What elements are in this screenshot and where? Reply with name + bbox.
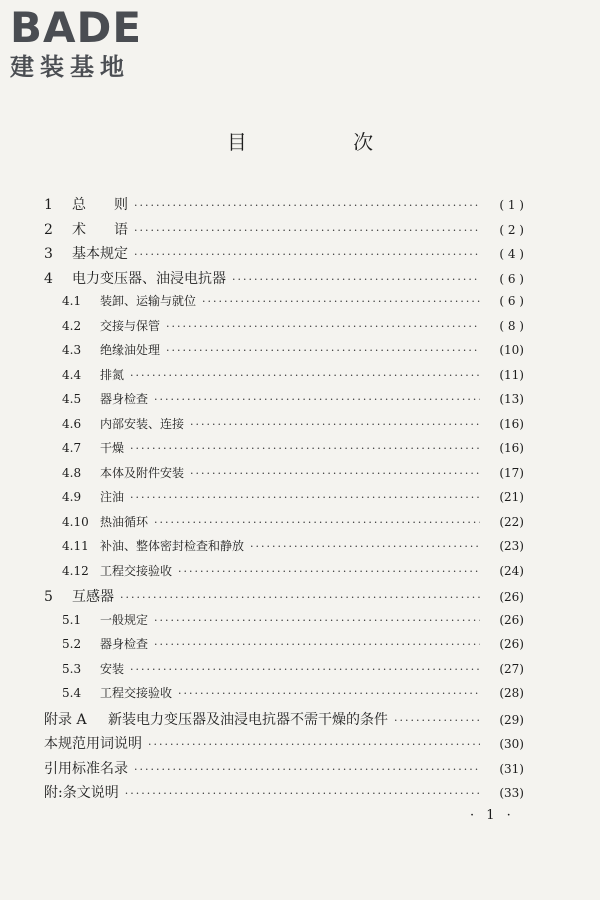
toc-entry-page: (31): [499, 761, 524, 776]
toc-leader-dots: [134, 248, 480, 261]
toc-entry-number: 3: [44, 246, 53, 262]
toc-entry-number: 5: [44, 589, 53, 605]
toc-entry-label: 补油、整体密封检查和静放: [100, 539, 245, 553]
toc-entry-label: 器身检查: [100, 637, 149, 651]
toc-entry-page: (23): [499, 539, 524, 553]
toc-leader-dots: [120, 591, 480, 604]
toc-entry: [44, 562, 524, 587]
toc-entry: [44, 660, 524, 685]
toc-leader-dots: [202, 295, 480, 308]
toc-entry-label: 基本规定: [72, 246, 128, 262]
toc-entry: [44, 611, 524, 636]
toc-entry-label: 绝缘油处理: [100, 343, 161, 357]
toc-entry-page: (33): [499, 786, 524, 800]
toc-leader-dots: [154, 614, 480, 627]
toc-entry: [44, 733, 524, 758]
toc-entry-label: 排氮: [100, 367, 125, 382]
toc-entry-page: (30): [499, 737, 524, 751]
toc-entry: [44, 415, 524, 440]
toc-entry-label: 本体及附件安装: [100, 465, 185, 480]
toc-leader-dots: [250, 540, 480, 553]
toc-entry-page: (28): [499, 686, 524, 700]
toc-entry-page: (24): [499, 563, 524, 578]
toc-entry-page: (26): [499, 590, 524, 604]
page-title: 目 次: [226, 130, 424, 154]
toc-entry-page: ( 1 ): [499, 198, 524, 212]
toc-leader-dots: [130, 491, 480, 504]
toc-entry-label: 一般规定: [100, 612, 149, 627]
toc-entry-number: 2: [44, 221, 53, 238]
toc-entry-number: 附录 A: [44, 711, 87, 728]
toc-entry-number: 4: [44, 270, 53, 287]
toc-entry: [44, 513, 524, 538]
toc-entry-label: 互感器: [72, 589, 114, 605]
toc-entry-number: 4.9: [62, 490, 82, 504]
toc-entry-label: 安装: [100, 661, 125, 676]
toc-entry-number: 5.4: [62, 686, 82, 700]
toc-entry-label: 热油循环: [100, 514, 149, 529]
toc-entry-page: ( 6 ): [499, 271, 524, 286]
toc-entry: [44, 586, 524, 611]
toc-entry-number: 4.8: [62, 465, 82, 480]
toc-entry: [44, 219, 524, 244]
toc-entry-page: ( 8 ): [499, 318, 524, 333]
table-of-contents: [44, 194, 524, 807]
toc-entry-page: (11): [499, 367, 524, 382]
toc-entry-number: 4.2: [62, 318, 82, 333]
toc-entry: [44, 488, 524, 513]
toc-entry: [44, 268, 524, 293]
toc-entry-page: ( 4 ): [499, 247, 524, 261]
toc-entry-label: 本规范用词说明: [44, 736, 142, 752]
toc-entry-page: ( 6 ): [499, 294, 524, 308]
toc-entry: [44, 537, 524, 562]
toc-leader-dots: [130, 663, 480, 676]
toc-entry-number: 4.10: [62, 514, 89, 529]
toc-entry-number: 5.2: [62, 637, 82, 651]
toc-entry-number: 4.6: [62, 416, 82, 431]
toc-leader-dots: [178, 565, 480, 578]
toc-entry-label: 干燥: [100, 441, 125, 455]
toc-entry-number: 4.1: [62, 294, 82, 308]
toc-leader-dots: [166, 320, 480, 333]
toc-entry: [44, 464, 524, 489]
toc-entry: [44, 684, 524, 709]
toc-entry: [44, 635, 524, 660]
toc-entry-number: 5.1: [62, 612, 82, 627]
toc-entry-label: 工程交接验收: [100, 563, 173, 578]
toc-entry: [44, 366, 524, 391]
toc-leader-dots: [154, 638, 480, 651]
toc-entry-label: 交接与保管: [100, 318, 161, 333]
toc-leader-dots: [134, 763, 480, 776]
toc-entry-label: 术 语: [72, 221, 128, 238]
toc-entry-page: (16): [499, 416, 524, 431]
toc-entry: [44, 341, 524, 366]
toc-entry-label: 引用标准名录: [44, 760, 128, 777]
toc-leader-dots: [394, 714, 480, 727]
toc-entry: [44, 439, 524, 464]
toc-leader-dots: [190, 418, 480, 431]
toc-entry-page: (16): [499, 441, 524, 455]
toc-entry-label: 总 则: [72, 197, 128, 213]
toc-entry: [44, 758, 524, 783]
toc-entry: [44, 292, 524, 317]
toc-entry-page: (21): [499, 490, 524, 504]
toc-entry-page: (22): [499, 514, 524, 529]
toc-entry-label: 内部安装、连接: [100, 416, 185, 431]
toc-entry-number: 4.5: [62, 392, 82, 406]
logo: [10, 3, 143, 82]
toc-entry-page: (26): [499, 612, 524, 627]
toc-leader-dots: [125, 787, 480, 800]
toc-leader-dots: [154, 516, 480, 529]
toc-leader-dots: [148, 738, 480, 751]
toc-leader-dots: [166, 344, 480, 357]
toc-entry-page: ( 2 ): [499, 222, 524, 237]
toc-entry-label: 工程交接验收: [100, 686, 173, 700]
toc-entry-label: 电力变压器、油浸电抗器: [72, 270, 226, 287]
toc-entry-page: (26): [499, 637, 524, 651]
page-number: · 1 ·: [470, 808, 515, 823]
toc-entry-page: (17): [499, 465, 524, 480]
toc-entry-number: 4.12: [62, 563, 89, 578]
toc-entry: [44, 390, 524, 415]
logo-subtitle: 建装基地: [10, 53, 130, 81]
toc-entry-number: 1: [44, 197, 53, 213]
toc-entry: [44, 709, 524, 734]
toc-entry: [44, 317, 524, 342]
toc-entry-number: 4.11: [62, 539, 89, 553]
toc-entry-label: 注油: [100, 490, 125, 504]
toc-entry-label: 装卸、运输与就位: [100, 294, 197, 308]
toc-leader-dots: [154, 393, 480, 406]
toc-leader-dots: [130, 369, 480, 382]
toc-entry-page: (10): [499, 343, 524, 357]
toc-leader-dots: [232, 273, 480, 286]
logo-brand: BADE: [10, 3, 143, 52]
toc-entry-number: 4.3: [62, 343, 82, 357]
toc-leader-dots: [130, 442, 480, 455]
toc-entry-label: 附:条文说明: [44, 785, 119, 801]
toc-entry-number: 4.7: [62, 441, 82, 455]
toc-entry-number: 5.3: [62, 661, 82, 676]
toc-leader-dots: [134, 224, 480, 237]
toc-entry-page: (13): [499, 392, 524, 406]
toc-leader-dots: [134, 199, 480, 212]
toc-entry: [44, 243, 524, 268]
toc-entry: [44, 194, 524, 219]
toc-leader-dots: [190, 467, 480, 480]
toc-entry-label: 器身检查: [100, 392, 149, 406]
toc-entry: [44, 782, 524, 807]
toc-entry-number: 4.4: [62, 367, 82, 382]
toc-entry-page: (27): [499, 661, 524, 676]
toc-entry-label: 新装电力变压器及油浸电抗器不需干燥的条件: [108, 711, 388, 728]
toc-leader-dots: [178, 687, 480, 700]
toc-entry-page: (29): [499, 712, 524, 727]
